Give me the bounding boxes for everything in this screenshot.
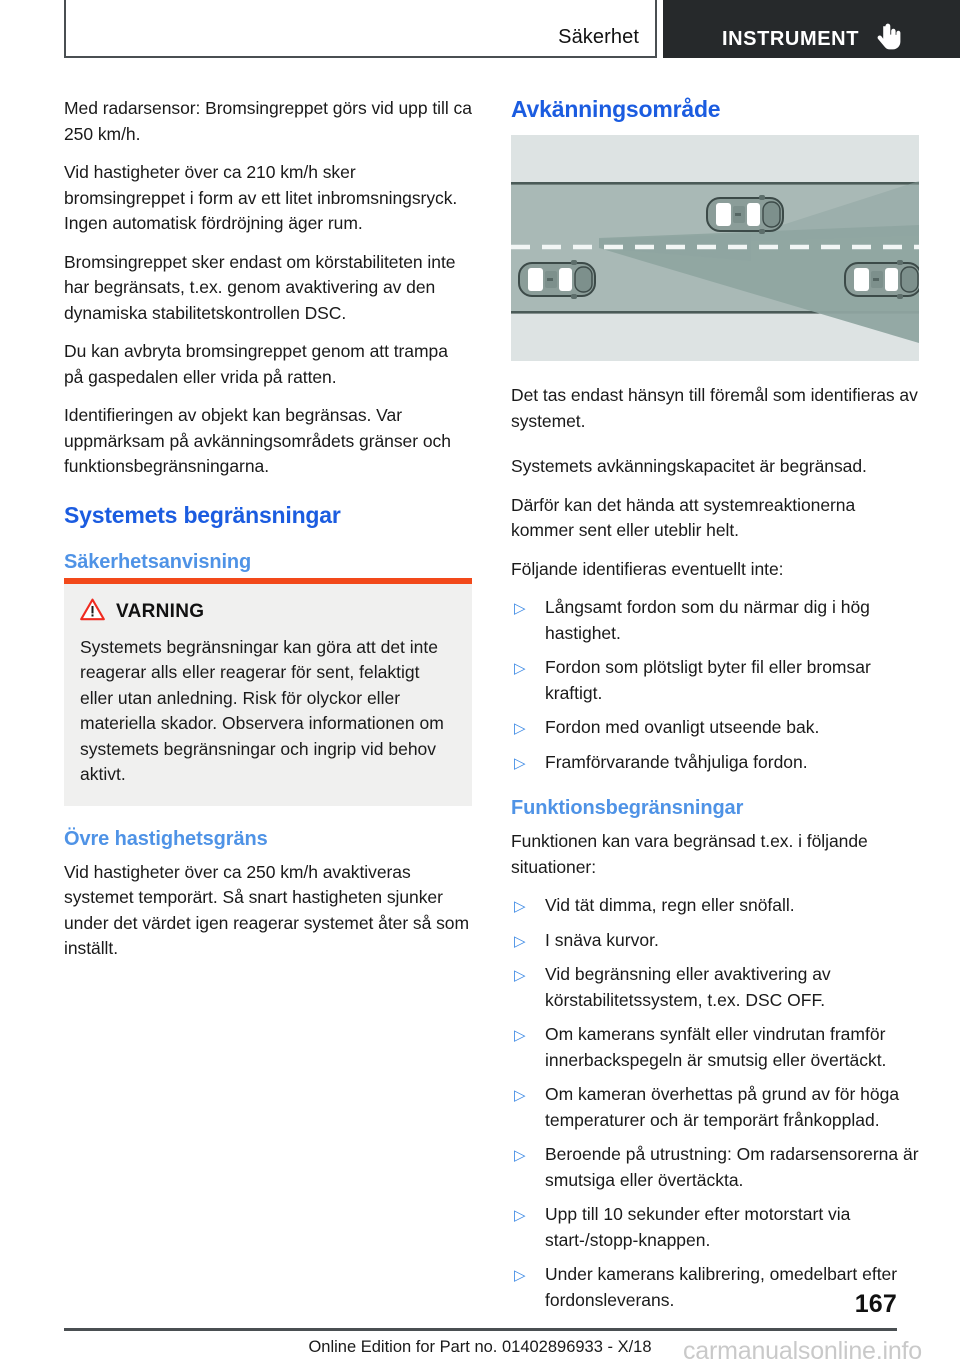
heading-function-limits: Funktionsbegränsningar	[511, 797, 744, 819]
list-item-text: Vid begränsning eller avaktivering av körstabilitetssystem, t.ex. DSC OFF.	[545, 964, 831, 1010]
list-item-text: Framförvarande tvåhjuliga fordon.	[545, 751, 808, 772]
list-item	[511, 1022, 919, 1073]
list-item-text: Fordon med ovanligt utseende bak.	[545, 717, 820, 737]
bullet-triangle-icon: ▷	[514, 967, 526, 984]
warning-header	[80, 598, 456, 626]
list-item	[511, 962, 919, 1013]
function-limits-list	[511, 893, 919, 1313]
list-item-text: Fordon som plötsligt byter fil eller bromsar kraftigt.	[545, 657, 871, 703]
page-number: 167	[854, 1290, 897, 1318]
list-item-text: Upp till 10 sekunder efter motorstart via start-/stopp-knappen.	[545, 1204, 851, 1250]
paragraph: Med radarsensor: Bromsingreppet görs vid upp till ca 250 km/h.	[64, 98, 472, 144]
heading-systems-limits: Systemets begränsningar	[64, 501, 341, 528]
bullet-triangle-icon: ▷	[514, 1087, 526, 1104]
warning-text: Systemets begränsningar kan göra att det inte reagerar alls eller reagerar för sent, felaktigt eller utan anledning. Risk för olyckor eller materiella skador. Observera informationen om systemets begränsningar och ingrip vid behov aktivt.	[80, 636, 444, 784]
not-detected-list	[511, 595, 919, 775]
list-item-text: Om kameran överhettas på grund av för höga temperaturer och är temporärt frånkopplad.	[545, 1084, 900, 1130]
bullet-triangle-icon: ▷	[514, 660, 526, 677]
paragraph: Följande identifieras eventuellt inte:	[511, 558, 784, 579]
heading-safety-note: Säkerhetsanvisning	[64, 550, 252, 573]
watermark-text: carmanualsonline.info	[683, 1337, 923, 1365]
bullet-triangle-icon: ▷	[514, 1147, 526, 1164]
right-column	[511, 96, 919, 1322]
bullet-triangle-icon: ▷	[514, 932, 526, 950]
tab-instrument[interactable]	[663, 0, 960, 58]
footer-divider	[64, 1328, 897, 1331]
list-item-text: Under kamerans kalibrering, omedelbart efter fordonsleverans.	[545, 1264, 898, 1310]
footer-edition-text: Online Edition for Part no. 01402896933 - X/18	[308, 1338, 652, 1356]
tab-sakerhet[interactable]	[64, 0, 657, 58]
list-item	[511, 750, 919, 776]
detection-area-illustration	[511, 135, 919, 361]
list-item-text: Om kamerans synfält eller vindrutan framför innerbackspegeln är smutsig eller övertäckt.	[545, 1024, 887, 1070]
paragraph: Det tas endast hänsyn till föremål som identifieras av systemet.	[511, 385, 918, 431]
list-item-text: I snäva kurvor.	[545, 929, 659, 950]
tab-instrument-label: INSTRUMENT	[721, 28, 860, 50]
paragraph: Vid hastigheter över ca 210 km/h sker bromsingreppet i form av ett litet inbromsningsryck. Ingen automatisk fördröjning äger rum.	[64, 162, 458, 233]
list-item	[511, 1142, 919, 1193]
paragraph: Funktionen kan vara begränsad t.ex. i följande situationer:	[511, 831, 868, 877]
heading-detection-area: Avkänningsområde	[511, 96, 721, 122]
list-item-text: Beroende på utrustning: Om radarsensorerna är smutsiga eller övertäckta.	[545, 1144, 919, 1190]
list-item	[511, 715, 919, 741]
paragraph: Bromsingreppet sker endast om körstabiliteten inte har begränsats, t.ex. genom avaktivering av den dynamiska stabilitetskontrollen DSC.	[64, 251, 456, 323]
paragraph: Därför kan det hända att systemreaktionerna kommer sent eller uteblir helt.	[511, 494, 856, 540]
paragraph: Systemets avkänningskapacitet är begränsad.	[511, 456, 867, 476]
list-item	[511, 1082, 919, 1133]
bullet-triangle-icon: ▷	[514, 1207, 526, 1224]
paragraph: Du kan avbryta bromsingreppet genom att trampa på gaspedalen eller vrida på ratten.	[64, 341, 448, 387]
list-item-text: Vid tät dimma, regn eller snöfall.	[545, 895, 795, 915]
bullet-triangle-icon: ▷	[514, 1027, 526, 1044]
list-item	[511, 1202, 919, 1253]
bullet-triangle-icon: ▷	[514, 720, 526, 737]
page-header	[0, 0, 960, 58]
list-item	[511, 928, 919, 954]
warning-triangle-icon	[80, 598, 105, 626]
tab-sakerhet-label: Säkerhet	[558, 26, 639, 48]
paragraph: Vid hastigheter över ca 250 km/h avaktiveras systemet temporärt. Så snart hastigheten sjunker under det värdet igen reagerar systemet åter så som inställt.	[64, 861, 470, 958]
list-item-text: Långsamt fordon som du närmar dig i hög hastighet.	[545, 597, 870, 643]
bullet-triangle-icon: ▷	[514, 898, 526, 915]
bullet-triangle-icon: ▷	[514, 754, 526, 772]
left-column	[64, 96, 472, 975]
warning-box	[64, 578, 472, 806]
warning-title: VARNING	[116, 600, 205, 622]
heading-speed-limit: Övre hastighetsgräns	[64, 827, 268, 850]
list-item	[511, 893, 919, 919]
paragraph: Identifieringen av objekt kan begränsas. Var uppmärksam på avkänningsområdets gränser och funktionsbegränsningarna.	[64, 405, 451, 476]
bullet-triangle-icon: ▷	[514, 1267, 526, 1284]
pointing-hand-icon	[875, 23, 901, 51]
list-item	[511, 655, 919, 706]
list-item	[511, 595, 919, 646]
bullet-triangle-icon: ▷	[514, 600, 526, 617]
